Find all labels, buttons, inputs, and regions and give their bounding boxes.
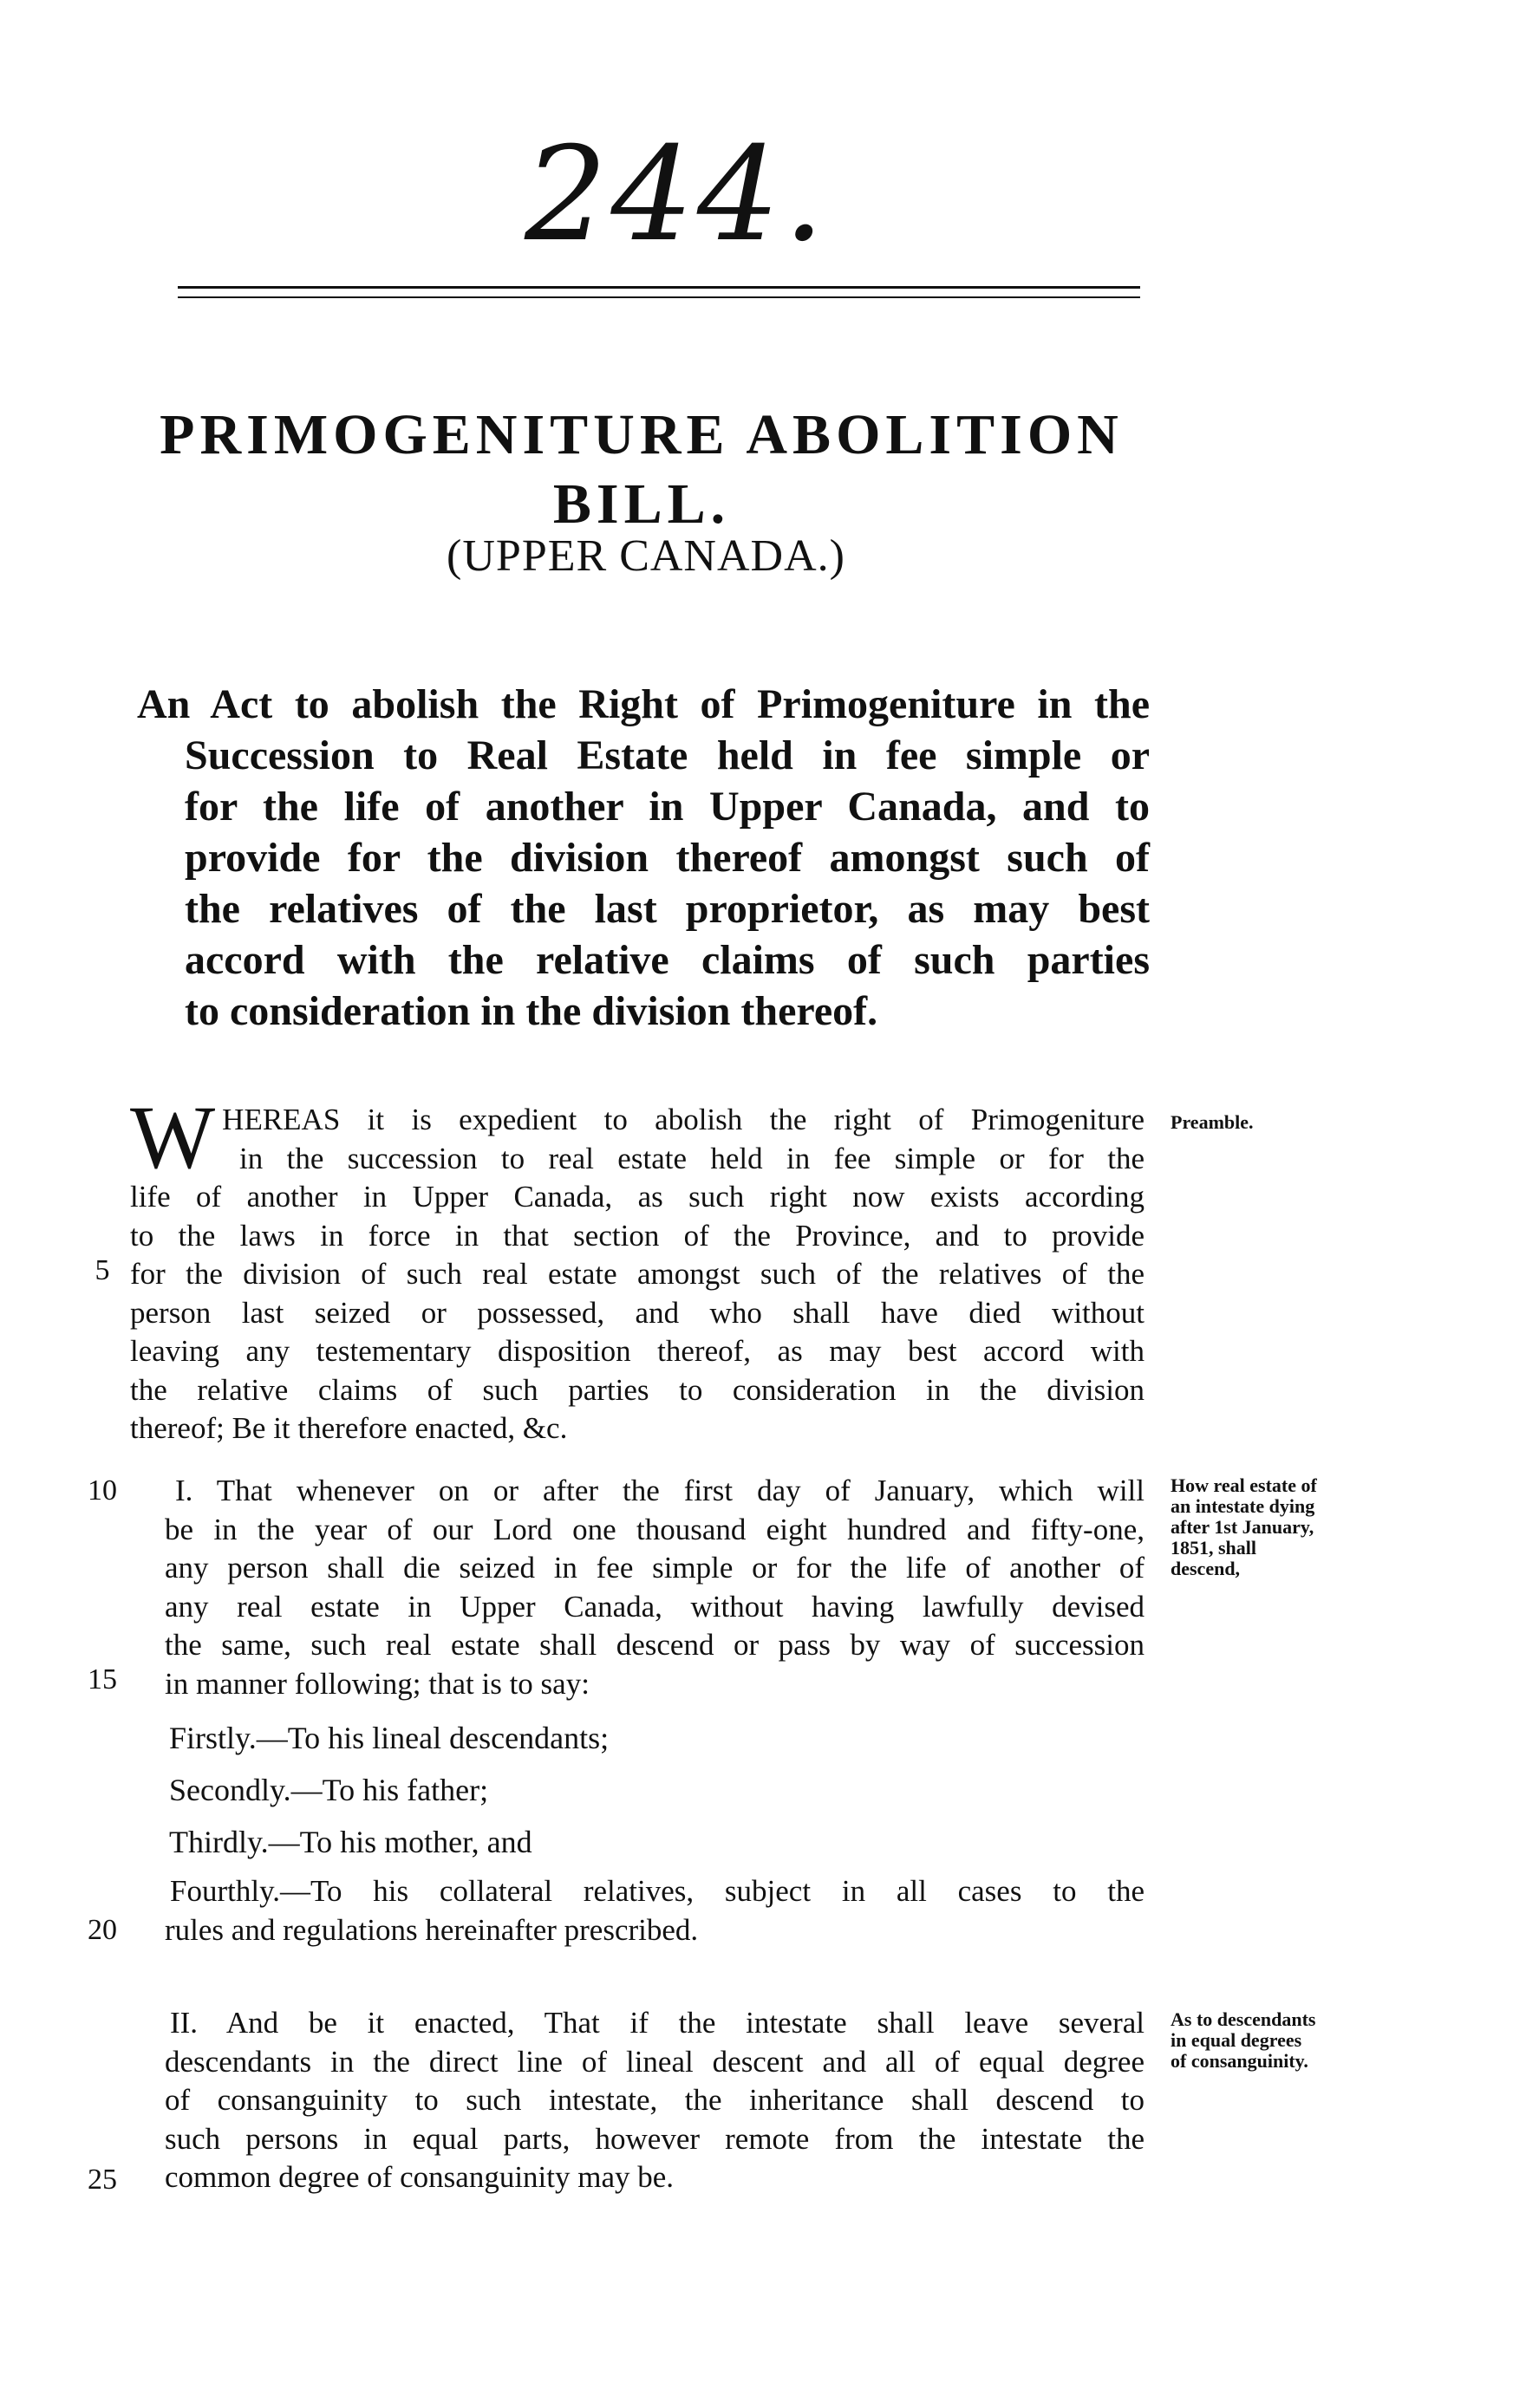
section-2-line: of consanguinity to such intestate, the inheritance shall descend to: [165, 2083, 1145, 2117]
line-number: 25: [88, 2164, 117, 2196]
section-1-paragraph: [165, 1472, 1145, 1703]
section-1-line: any person shall die seized in fee simple or for the life of another of: [165, 1551, 1145, 1585]
act-title-line: for the life of another in Upper Canada, and to: [185, 784, 1150, 830]
handwritten-page-number: 244.: [525, 120, 828, 270]
header-rule-thin: [178, 296, 1140, 298]
section-2-paragraph: [165, 2004, 1145, 2197]
act-long-title: [137, 679, 1150, 1037]
line-number: 20: [88, 1914, 117, 1946]
preamble-line: the relative claims of such parties to consideration in the division: [130, 1372, 1145, 1407]
line-number: 5: [95, 1254, 110, 1286]
act-title-line: accord with the relative claims of such parties: [185, 937, 1150, 983]
succession-item: Firstly.—To his lineal descendants;: [169, 1721, 610, 1755]
section-2-line: common degree of consanguinity may be.: [165, 2160, 675, 2194]
preamble-line: to the laws in force in that section of the Province, and to provide: [130, 1218, 1145, 1253]
sidenote-section-1: How real estate of an intestate dying after 1st January, 1851, shall descend,: [1171, 1474, 1317, 1579]
succession-item: Thirdly.—To his mother, and: [169, 1825, 532, 1859]
section-2-line: descendants in the direct line of lineal descent and all of equal degree: [165, 2044, 1145, 2079]
preamble-line: in the succession to real estate held in fee simple or for the: [239, 1141, 1145, 1175]
header-rule: [178, 286, 1140, 289]
preamble-paragraph: [130, 1088, 1145, 1448]
bill-title: PRIMOGENITURE ABOLITION BILL.: [160, 403, 1124, 536]
succession-item-fourthly: [165, 1872, 1145, 1949]
preamble-line: person last seized or possessed, and who shall have died without: [130, 1295, 1145, 1330]
preamble-line: life of another in Upper Canada, as such right now exists according: [130, 1180, 1145, 1214]
succession-item: Secondly.—To his father;: [169, 1773, 489, 1807]
line-number: 10: [88, 1474, 117, 1507]
bill-subtitle: (UPPER CANADA.): [447, 531, 845, 581]
act-title-line: the relatives of the last proprietor, as may best: [185, 886, 1150, 932]
line-number: 15: [88, 1663, 117, 1695]
succession-item: rules and regulations hereinafter prescribed.: [165, 1912, 699, 1947]
sidenote-preamble: Preamble.: [1171, 1111, 1254, 1133]
preamble-line: HEREAS it is expedient to abolish the right of Primogeniture: [222, 1103, 1145, 1136]
act-title-line: to consideration in the division thereof.: [185, 988, 878, 1034]
sidenote-section-2: As to descendants in equal degrees of consanguinity.: [1171, 2008, 1316, 2072]
section-1-line: be in the year of our Lord one thousand eight hundred and fifty-one,: [165, 1512, 1145, 1546]
preamble-line: for the division of such real estate amongst such of the relatives of the: [130, 1257, 1145, 1291]
preamble-line: thereof; Be it therefore enacted, &c.: [130, 1411, 568, 1445]
section-1-line: the same, such real estate shall descend or pass by way of succession: [165, 1628, 1145, 1662]
drop-cap: W: [130, 1088, 216, 1188]
section-2-line: such persons in equal parts, however remote from the intestate the: [165, 2121, 1145, 2156]
section-1-line: in manner following; that is to say:: [165, 1666, 590, 1701]
act-title-line: Succession to Real Estate held in fee simple or: [185, 732, 1150, 778]
preamble-line: leaving any testementary disposition thereof, as may best accord with: [130, 1334, 1145, 1368]
section-1-line: I. That whenever on or after the first day of January, which will: [175, 1474, 1145, 1507]
section-2-line: II. And be it enacted, That if the intestate shall leave several: [170, 2006, 1145, 2040]
section-1-line: any real estate in Upper Canada, without having lawfully devised: [165, 1589, 1145, 1624]
succession-item: Fourthly.—To his collateral relatives, subject in all cases to the: [170, 1874, 1145, 1908]
act-title-line: provide for the division thereof amongst such of: [185, 835, 1150, 881]
act-title-line: An Act to abolish the Right of Primogeniture in the: [137, 681, 1150, 727]
